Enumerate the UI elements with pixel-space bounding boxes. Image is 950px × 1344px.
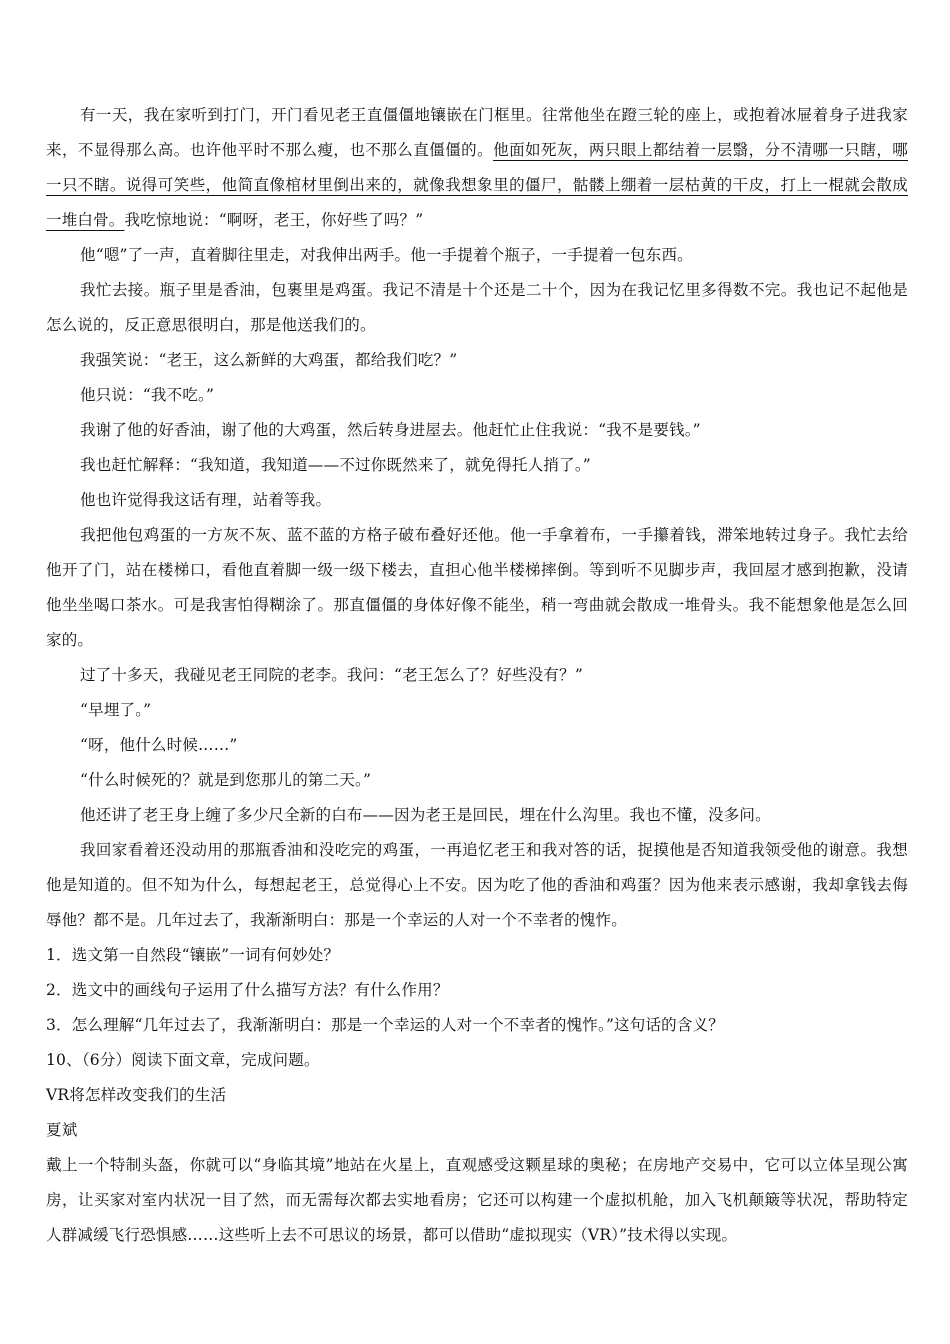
- paragraph-14: 他还讲了老王身上缠了多少尺全新的白布——因为老王是回民，埋在什么沟里。我也不懂，没多问。: [80, 806, 771, 824]
- paragraph-10: 过了十多天，我碰见老王同院的老李。我问：“老王怎么了？好些没有？”: [80, 666, 583, 684]
- section-10-heading: 10、（6分）阅读下面文章，完成问题。: [46, 1051, 320, 1069]
- document-page: [46, 98, 908, 1253]
- question-2: 2．选文中的画线句子运用了什么描写方法？有什么作用？: [46, 981, 449, 999]
- article-title: VR将怎样改变我们的生活: [46, 1086, 227, 1104]
- question-3: 3．怎么理解“几年过去了，我渐渐明白：那是一个幸运的人对一个不幸者的愧怍。”这句话的含义？: [46, 1016, 724, 1034]
- paragraph-1: [46, 98, 908, 238]
- paragraph-8: 他也许觉得我这话有理，站着等我。: [80, 491, 332, 509]
- paragraph-1-lead: 有一天，我在家听到打门，开门看见老王直僵僵地镶嵌在门框里。往常他坐在蹬三轮的座上，或抱着冰屉着身子进我家来，不显得那么高。也许他平时不那么瘦，也不那么直僵僵的。: [46, 106, 908, 159]
- paragraph-1-tail: 我吃惊地说：“啊呀，老王，你好些了吗？”: [124, 211, 424, 229]
- article-author: 夏斌: [46, 1121, 78, 1139]
- paragraph-12: “呀，他什么时候……”: [80, 736, 238, 754]
- paragraph-4: 我强笑说：“老王，这么新鲜的大鸡蛋，都给我们吃？”: [80, 351, 458, 369]
- paragraph-6: 我谢了他的好香油，谢了他的大鸡蛋，然后转身进屋去。他赶忙止住我说：“我不是要钱。”: [80, 421, 701, 439]
- paragraph-3: 我忙去接。瓶子里是香油，包裹里是鸡蛋。我记不清是十个还是二十个，因为在我记忆里多得数不完。我也记不起他是怎么说的，反正意思很明白，那是他送我们的。: [46, 281, 908, 334]
- paragraph-9: 我把他包鸡蛋的一方灰不灰、蓝不蓝的方格子破布叠好还他。他一手拿着布，一手攥着钱，滞笨地转过身子。我忙去给他开了门，站在楼梯口，看他直着脚一级一级下楼去，直担心他半楼梯摔倒。等到听不见脚步声，我回屋才感到抱歉，没请他坐坐喝口茶水。可是我害怕得糊涂了。那直僵僵的身体好像不能坐，稍一弯曲就会散成一堆骨头。我不能想象他是怎么回家的。: [46, 526, 908, 649]
- paragraph-13: “什么时候死的？就是到您那儿的第二天。”: [80, 771, 372, 789]
- paragraph-15: 我回家看着还没动用的那瓶香油和没吃完的鸡蛋，一再追忆老王和我对答的话，捉摸他是否知道我领受他的谢意。我想他是知道的。但不知为什么，每想起老王，总觉得心上不安。因为吃了他的香油和鸡蛋？因为他来表示感谢，我却拿钱去侮辱他？都不是。几年过去了，我渐渐明白：那是一个幸运的人对一个不幸者的愧怍。: [46, 841, 908, 929]
- underlined-sentence: 他面如死灰，两只眼上都结着一层翳，分不清哪一只瞎，哪一只不瞎。说得可笑些，他简直像棺材里倒出来的，就像我想象里的僵尸，骷髅上绷着一层枯黄的干皮，打上一棍就会散成一堆白骨。: [46, 141, 909, 229]
- paragraph-11: “早埋了。”: [80, 701, 152, 719]
- paragraph-7: 我也赶忙解释：“我知道，我知道——不过你既然来了，就免得托人捎了。”: [80, 456, 591, 474]
- question-1: 1．选文第一自然段“镶嵌”一词有何妙处？: [46, 946, 340, 964]
- paragraph-2: 他“嗯”了一声，直着脚往里走，对我伸出两手。他一手提着个瓶子，一手提着一包东西。: [80, 246, 693, 264]
- paragraph-5: 他只说：“我不吃。”: [80, 386, 215, 404]
- article-paragraph-1: 戴上一个特制头盔，你就可以“身临其境”地站在火星上，直观感受这颗星球的奥秘；在房地产交易中，它可以立体呈现公寓房，让买家对室内状况一目了然，而无需每次都去实地看房；它还可以构建一个虚拟机舱，加入飞机颠簸等状况，帮助特定人群减缓飞行恐惧感……这些听上去不可思议的场景，都可以借助“虚拟现实（VR）”技术得以实现。: [46, 1156, 908, 1244]
